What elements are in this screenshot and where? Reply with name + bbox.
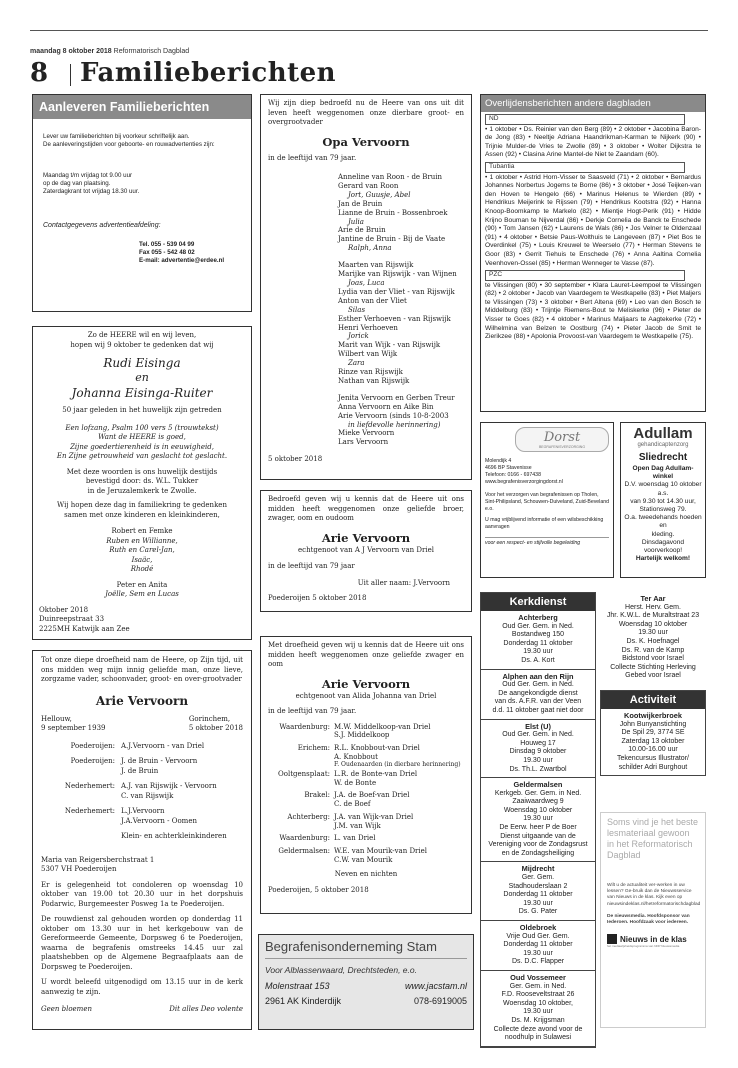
kerkdienst-line: Ger. Gem.	[521, 874, 555, 882]
opa-family-line: Lydia van der Vliet - van Rijswijk	[338, 287, 455, 296]
kerkdienst-line: Collecte deze avond voor de	[493, 1025, 583, 1033]
opa-family-line: Jan de Bruin	[338, 199, 383, 208]
kerkdienst-line: Ds. Th.L. Zwartbol	[509, 765, 567, 773]
arie3-sub: echtgenoot van Alida Johanna van Driel	[295, 691, 437, 700]
opa-family-list	[338, 173, 464, 447]
kerkdienst-item	[481, 971, 595, 1047]
eisinga-quote1: Een lofzang, Psalm 100 vers 5 (trouwtekst)	[65, 423, 219, 432]
adullam-ad	[620, 422, 706, 578]
page-title: Familieberichten	[80, 58, 337, 88]
kerkdienst-line: en de Zondagsheiliging	[501, 849, 575, 857]
activiteit-line: 10.00-16.00 uur	[628, 746, 678, 754]
dorst-desc2: U mag vrijblijvend informatie of een wilsbeschikking aanvragen	[485, 517, 604, 530]
arie3-family-row	[268, 791, 464, 800]
kerkdienst-column	[480, 592, 596, 1048]
arie2-sign: Uit aller naam: J.Vervoorn	[357, 578, 450, 587]
arie3-place: Waardenburg:	[279, 722, 330, 731]
kerkdienst-line: Dienst uitgaande van de	[500, 832, 576, 840]
arie3-intro: Met droefheid geven wij u kennis dat de Heere uit ons midden heeft weggenomen onze geliefde zwager en oom	[268, 641, 464, 668]
arie3-place	[268, 800, 334, 809]
kerkdienst-line: Vrije Oud Ger. Gem.	[506, 932, 570, 940]
opa-family-line: Esther Verhoeven - van Rijswijk	[338, 314, 451, 323]
promo-small: Wilt u de actualiteit ver-werken in uw lessen? Ge-bruik dan de Nieuwsservice van Nieuws in de klas. Kijk even op nieuwsindeklas.nl/hetreformatorischdagblad	[607, 883, 701, 907]
eisinga-kids5: Rhodé	[130, 565, 154, 573]
eisinga-quote2: Want de HEERE is goed,	[98, 433, 186, 441]
kerkdienst-place: Achterberg	[518, 613, 558, 622]
arie3-family-row	[268, 723, 464, 732]
eisinga-announcement	[32, 326, 252, 640]
kerkdienst-line: De aangekondigde dienst	[498, 689, 578, 697]
teraar-line: Ds. K. Hoefnagel	[626, 637, 680, 645]
arie-main-died-date: 5 oktober 2018	[188, 724, 243, 732]
arie-main-family3-place: Nederhemert:	[64, 782, 115, 790]
adullam-line8: Hartelijk welkom!	[635, 555, 691, 563]
overlijden-pzc-label: PZC	[485, 270, 685, 281]
kerkdienst-place: Geldermalsen	[513, 780, 563, 790]
arie3-person: A. Knobbout	[334, 752, 378, 761]
opa-family-line: Nathan van Rijswijk	[338, 376, 410, 385]
arie3-person: C.W. van Mourik	[334, 855, 393, 864]
arie3-place	[268, 761, 334, 770]
kerkdienst-line: noodhulp in Sulawesi	[504, 1034, 572, 1042]
arie-main-para2: De rouwdienst zal gehouden worden op donderdag 11 oktober om 13.30 uur in het kerkgebouw van de Gereformeerde Gemeente, Dorpsweg 6 te Poederoijen, waarna de begrafenis omstreeks 14.45 uur zal plaatshebben op de Algemene Begraafplaats aan de Dorpsweg te Poederoijen.	[41, 915, 243, 971]
kerkdienst-line: Bostandweg 150	[511, 631, 565, 639]
arie3-person: M.W. Middelkoop-van Driel	[334, 722, 431, 731]
arie-main-announcement	[32, 650, 252, 1030]
arie-main-foot-left: Geen bloemen	[41, 1005, 92, 1013]
kerkdienst-line: Zaaiwaardweg 9	[512, 798, 564, 806]
arie-main-intro: Tot onze diepe droefheid nam de Heere, op Zijn tijd, uit ons midden weg mijn innig geliefde man, onze lieve, zorgzame vader, schoonvader, groot- en over-grootvader	[41, 656, 243, 683]
opa-family-line: Wilbert van Wijk	[338, 350, 398, 359]
activiteit-line: Tekencursus Illustrator/	[617, 754, 689, 762]
arie2-intro: Bedroefd geven wij u kennis dat de Heere uit ons midden heeft weggenomen onze geliefde broer, zwager, oom en oudoom	[268, 495, 464, 522]
eisinga-text2: bevestigd door: ds. W.L. Tukker	[85, 477, 199, 485]
activiteit-line: John Bunyanstichting	[619, 720, 687, 728]
arie3-place: Erichem:	[297, 743, 330, 752]
eisinga-kids4: Isaäc,	[131, 555, 153, 564]
kerkdienst-line: Ds. M. Krijgsman	[511, 1016, 565, 1024]
eisinga-name2: Johanna Eisinga-Ruiter	[71, 386, 213, 400]
opa-family-line: Jenita Vervoorn en Gerben Treur	[338, 393, 455, 402]
promo-text: Soms vind je het beste lesmateriaal gewoon in het Reformatorisch Dagblad	[607, 817, 699, 860]
arie3-family-row	[268, 744, 464, 753]
overlijden-box	[480, 94, 706, 412]
adullam-line5: O.a. tweedehands hoeden en	[624, 514, 702, 530]
arie3-place: Geldermalsen:	[278, 846, 330, 855]
overlijden-title: Overlijdensberichten andere dagbladen	[481, 95, 705, 112]
eisinga-kids1: Robert en Femke	[111, 527, 173, 535]
eisinga-addr2: Duinreepstraat 33	[39, 615, 105, 623]
teraar-line: Ds. R. van de Kamp	[621, 646, 685, 654]
arie3-place: Ooltgensplaat:	[278, 770, 330, 779]
kerkdienst-line: Dinsdag 9 oktober	[509, 748, 567, 756]
kerkdienst-line: Donderdag 11 oktober	[503, 891, 573, 899]
dateline	[30, 48, 189, 55]
aanleveren-intro1: Lever uw familieberichten bij voorkeur schriftelijk aan.	[43, 133, 190, 140]
arie-main-name: Arie Vervoorn	[95, 693, 189, 708]
opa-family-line: Silas	[348, 305, 366, 314]
kerkdienst-line: F.D. Rooseveltstraat 26	[501, 991, 575, 999]
overlijden-pzc-text: te Vlissingen (80) • 30 september • Klara Lauret-Leempoel te Vlissingen (82) • 2 oktober • Jacob van Vaardegem te Westkapelle (83) • Piet Maljers te Vlissingen (73) • 3 oktober • Bert Altena (69) • Leo van den Bosch te Middelburg (83) • Trijntje Riemens-Bout te Meliskerke (96) • Pieter de Visser te Goes (82) • 4 oktober • Marinus Maljaars te Aagtekerke (72) • Wilhelmina van Belzen te Oostburg (74) • Pieter Jacob de Smit te Zierikzee (88) • Apolonia Provoost-van Vaardegem te Westkapelle (75).	[485, 281, 701, 341]
kerkdienst-place: Alphen aan den Rijn	[502, 671, 574, 681]
arie2-sub: echtgenoot van A J Vervoorn van Driel	[298, 545, 434, 554]
kerkdienst-line: Donderdag 11 oktober	[503, 639, 573, 647]
opa-family-line: Marijke van Rijswijk - van Wijnen	[338, 270, 457, 279]
eisinga-quote4: En Zijne getrouwheid van geslacht tot geslacht.	[56, 452, 228, 460]
arie3-place	[268, 779, 334, 788]
kerkdienst-line: Ds. A. Kort	[521, 656, 555, 664]
teraar-line: Bidstond voor Israel	[622, 655, 684, 663]
opa-family-line: Anneline van Roon - de Bruin	[338, 173, 443, 181]
stam-city: 2961 AK Kinderdijk	[265, 996, 342, 1006]
kerkdienst-line: Oud Ger. Gem. in Ned.	[502, 622, 574, 630]
aanleveren-title: Aanleveren Familieberichten	[33, 95, 251, 119]
kerkdienst-place: Mijdrecht	[521, 864, 555, 874]
teraar-line: Gebed voor Israel	[625, 672, 681, 680]
opa-family-line: Joas, Luca	[348, 278, 385, 287]
aanleveren-fax: Fax 055 - 542 48 02	[139, 249, 195, 257]
arie-main-addr1: Maria van Reigersberchstraat 1	[41, 855, 155, 864]
arie3-family-row	[268, 822, 464, 831]
overlijden-tubantia-text: • 1 oktober • Astrid Horn-Visser te Saasveld (71) • 2 oktober • Bernardus Johannes Norbertus Jogems te Borne (86) • 3 oktober • José Teijken-van den Hoven te Hengelo (66) • Marinus Helenus te Wierden (89) • Hendrikus Meijerink te Rijssen (79) • Hendrikus Kootstra (92) • Hanna Knoop-Boomkamp te Markelo (82) • Mientje Hogt-Perik (91) • Hidde Krijno Bouman te Nijverdal (86) • Derkje Cornelia de Banck te Enschede (90) • Tom Jansen (62) • Laurens de Wals (86) • Jos Velner te Oldenzaal (91) • 4 oktober • Betsie Paus-Wolthuis te Langeveen (87) • Piet Bos te Overdinkel (75) • Louis Kreuwel te Weerselo (77) • Herman Stevens te Goor (83) • Gerrit Tiehuis te Enschede (76) • Anna Aaltina Cornelia Veenhoven-Ossel (85) • Herman Wenneger te Vasse (87).	[485, 173, 701, 267]
aanleveren-box	[32, 94, 252, 312]
kerkdienst-line: Kerkgeb. Ger. Gem. in Ned.	[494, 789, 582, 797]
opa-family-line: Jantine de Bruin - Bij de Vaate	[338, 235, 446, 244]
kerkdienst-item	[481, 778, 595, 862]
adullam-sub: gehandicaptenzorg	[637, 442, 689, 448]
arie3-family-row	[268, 770, 464, 779]
stam-ad	[258, 934, 474, 1030]
teraar-line: Collecte Stichting Herleving	[610, 663, 696, 671]
dateline-paper: Reformatorisch Dagblad	[113, 48, 190, 55]
kerkdienst-line: Woensdag 10 oktober,	[503, 999, 573, 1007]
kerkdienst-line: Houweg 17	[520, 739, 556, 747]
promo-logo-sub: het mediawijsheidsprogramma van NDP Nieuwsmedia	[607, 944, 680, 949]
eisinga-line2: hopen wij 9 oktober te gedenken dat wij	[70, 340, 214, 349]
kerkdienst-place: Oldebroek	[519, 923, 557, 932]
eisinga-text3: in de Jeruzalemkerk te Zwolle.	[87, 486, 197, 495]
page-number: 8	[30, 58, 49, 88]
arie2-announcement	[260, 490, 472, 612]
adullam-line3: van 9.30 tot 14.30 uur,	[630, 497, 696, 505]
adullam-line1: Open Dag Adullam-winkel	[632, 465, 694, 481]
promo-logo: Nieuws in de klas	[620, 934, 687, 944]
opa-family-line: Arie Vervoorn (sinds 10-8-2003	[338, 411, 449, 420]
kerkdienst-item	[481, 611, 595, 670]
kerkdienst-place: Oud Vossemeer	[510, 972, 566, 982]
arie3-place	[268, 856, 334, 865]
top-rule	[30, 30, 708, 31]
eisinga-line1: Zo de HEERE wil en wij leven,	[87, 331, 197, 339]
arie3-person: L.R. de Bonte-van Driel	[334, 770, 418, 779]
arie3-family-row	[268, 847, 464, 856]
eisinga-kids2: Ruben en Willianne,	[106, 536, 178, 545]
kerkdienst-place: Elst (U)	[525, 721, 551, 731]
stam-title: Begrafenisonderneming Stam	[265, 939, 467, 959]
dorst-web[interactable]: www.begrafenisverzorgingdorst.nl	[485, 479, 563, 485]
eisinga-text4: Wij hopen deze dag in familiekring te gedenken	[57, 501, 227, 509]
aanleveren-time1: Maandag t/m vrijdag tot 9.00 uur	[43, 171, 133, 179]
dorst-ad	[480, 422, 614, 578]
arie3-place	[268, 731, 334, 740]
arie3-family-row	[268, 813, 464, 822]
opa-family-line: Rinze van Rijswijk	[338, 368, 403, 377]
teraar-line: Woensdag 10 oktober	[618, 620, 688, 628]
opa-family-line: Anton van der Vliet	[338, 296, 407, 305]
overlijden-nd-text: • 1 oktober • Ds. Reinier van den Berg (89) • 2 oktober • Jacobina Baron-de Jong (83) • Neeltje Adriana Haandrikman-Karman te Nijkerk (90) • Trijnie Mulder-de Vries te Zwolle (89) • 3 oktober • Wolter Dijkstra te Assen (92) • Clasina Arine Mantel-de Niet te Zaandam (60).	[485, 125, 701, 159]
arie3-person: W.E. van Mourik-van Driel	[334, 846, 428, 855]
arie3-person: S.J. Middelkoop	[334, 731, 390, 740]
arie3-family-row	[268, 761, 464, 770]
arie3-place: Waardenburg:	[279, 834, 330, 843]
arie-main-family4-a: L.J.Vervoorn	[121, 807, 165, 815]
arie-main-family2-place: Poederoijen:	[70, 757, 115, 765]
opa-family-line: Zara	[348, 359, 365, 368]
kerkdienst-line: Ds. G. Pater	[518, 908, 558, 916]
dorst-addr3: Telefoon: 0166 - 697438	[485, 472, 541, 478]
kerkdienst-line: Woensdag 10 oktober	[503, 806, 573, 814]
stam-phone: 078-6919005	[413, 996, 467, 1006]
arie3-name: Arie Vervoorn	[321, 676, 411, 691]
opa-family-line: Henri Verhoeven	[338, 323, 398, 332]
kerkdienst-line: 19.30 uur	[523, 756, 553, 764]
opa-family-line: Mieke Vervoorn	[338, 429, 395, 438]
arie-main-foot-right: Dit alles Deo volente	[169, 1005, 243, 1013]
arie3-family-row	[268, 800, 464, 809]
arie-main-family1-place: Poederoijen:	[70, 741, 115, 750]
arie3-place: Achterberg:	[287, 812, 330, 821]
arie-main-family1-a: A.J.Vervoorn - van Driel	[121, 741, 205, 750]
arie3-place: Brakel:	[304, 791, 330, 800]
activiteit-line: De Spil 29, 3774 SE	[621, 729, 685, 737]
activiteit-line: schilder Adri Burghout	[618, 763, 688, 771]
activiteit-title: Activiteit	[601, 691, 705, 709]
teraar-block	[600, 592, 706, 684]
arie-main-born-place: Hellouw,	[41, 714, 72, 723]
stam-web[interactable]: www.jacstam.nl	[404, 981, 467, 991]
dorst-slogan: voor een respect- en stijlvolle begeleiding	[485, 537, 609, 547]
arie3-neven: Neven en nichten	[334, 870, 398, 879]
opa-family-line: Ralph, Anna	[348, 244, 392, 253]
arie-main-para3: U wordt beleefd uitgenodigd om 13.15 uur in de kerk aanwezig te zijn.	[41, 978, 243, 996]
aanleveren-intro2: De aanleveringstijden voor geboorte- en rouwadvertenties zijn:	[43, 141, 215, 149]
opa-family-line: Lianne de Bruin - Bossenbroek	[338, 208, 448, 217]
kerkdienst-item	[481, 720, 595, 779]
arie3-person: J.M. van Wijk	[334, 821, 381, 830]
adullam-line2: D.V. woensdag 10 oktober a.s.	[624, 481, 702, 497]
arie2-name: Arie Vervoorn	[321, 530, 411, 545]
kerkdienst-line: 19.30 uur	[523, 815, 553, 823]
arie3-family-row	[268, 834, 464, 843]
arie-main-family4-b: J.A.Vervoorn - Oomen	[121, 816, 197, 825]
kerkdienst-item	[481, 921, 595, 971]
eisinga-text5: samen met onze kinderen en kleinkinderen,	[64, 510, 220, 519]
title-divider	[70, 64, 71, 86]
eisinga-kids6: Peter en Anita	[116, 580, 168, 589]
arie3-family-row	[268, 753, 464, 762]
dateline-date: maandag 8 oktober 2018	[30, 48, 112, 55]
activiteit-name: Kootwijkerbroek	[624, 711, 682, 720]
arie3-person: R.L. Knobbout-van Driel	[334, 743, 420, 752]
arie3-person: C. de Boef	[334, 800, 371, 809]
opa-family-line: Arie de Bruin	[338, 226, 386, 235]
kerkdienst-item	[481, 670, 595, 720]
arie3-family-row	[268, 731, 464, 740]
eisinga-quote3: Zijne goedertierenheid is in eeuwigheid,	[70, 442, 214, 451]
arie-main-family4-place: Nederhemert:	[64, 807, 115, 815]
arie3-announcement	[260, 636, 472, 914]
opa-family-line: Anna Vervoorn en Aike Bin	[338, 402, 434, 411]
overlijden-nd-label: ND	[485, 114, 685, 125]
kerkdienst-item	[481, 862, 595, 921]
opa-age: in de leeftijd van 79 jaar.	[268, 153, 357, 162]
opa-family-line: in liefdevolle herinnering)	[348, 420, 441, 429]
eisinga-years: 50 jaar geleden in het huwelijk zijn getreden	[62, 406, 222, 414]
stam-street: Molenstraat 153	[265, 981, 330, 991]
aanleveren-time2: op de dag van plaatsing.	[43, 179, 111, 187]
arie3-person: J.A. van Wijk-van Driel	[334, 812, 414, 821]
arie-main-para1: Er is gelegenheid tot condoleren op woensdag 10 oktober van 19.00 tot 20.30 uur in het dorpshuis Podarwic, Burgemeester Posweg 1a te Poederoijen.	[41, 880, 243, 908]
eisinga-addr1: Oktober 2018	[39, 605, 89, 614]
promo-bold: De nieuwsmedia. Hoofdsponsor van Iederoen. Hoofdzaak voor iedereen.	[607, 913, 690, 926]
arie3-person: J.A. de Boef-van Driel	[334, 791, 410, 800]
aanleveren-contact-label: Contactgegevens advertentieafdeling:	[43, 222, 161, 230]
kerkdienst-line: Oud Ger. Gem. in Ned.	[502, 681, 574, 689]
teraar-line: 19.30 uur	[638, 629, 668, 637]
kerkdienst-line: 19.30 uur	[523, 648, 553, 656]
aanleveren-tel: Tel. 055 - 539 04 99	[139, 240, 195, 248]
kerkdienst-line: Vereniging voor de Zondagsrust	[488, 841, 588, 849]
arie-main-family2-a: J. de Bruin - Vervoorn	[121, 757, 198, 765]
kerkdienst-line: 19.30 uur	[523, 899, 553, 907]
opa-family-line: Maarten van Rijswijk	[338, 261, 414, 270]
arie3-date: Poederoijen, 5 oktober 2018	[268, 885, 369, 894]
adullam-line4: Stationsweg 79.	[639, 506, 687, 514]
eisinga-kids7: Joëlle, Sem en Lucas	[105, 590, 179, 598]
activiteit-block	[600, 690, 706, 776]
activiteit-line: Zaterdag 13 oktober	[621, 737, 685, 745]
teraar-line: Herst. Herv. Gem.	[625, 603, 681, 611]
adullam-logo: Adullam	[633, 425, 693, 442]
stam-line: Voor Alblasserwaard, Drechtsteden, e.o.	[265, 965, 417, 975]
arie3-place	[268, 753, 334, 762]
kerkdienst-line: 19.30 uur	[523, 1008, 553, 1016]
kerkdienst-title: Kerkdienst	[481, 593, 595, 611]
dorst-addr1: Molendijk 4	[485, 458, 512, 464]
arie3-family-list	[268, 723, 464, 865]
opa-family-line	[338, 386, 464, 394]
kerkdienst-line: d.d. 11 oktober gaat niet door	[492, 706, 584, 714]
arie-main-family3-a: A.J. van Rijswijk - Vervoorn	[121, 782, 217, 790]
opa-announcement	[260, 94, 472, 480]
dorst-desc1: Voor het verzorgen van begrafenissen op Tholen, Sint-Philipsland, Schouwen-Duiveland, Zuid-Beveland e.o.	[485, 492, 609, 512]
aanleveren-time3: Zaterdagkrant tot vrijdag 18.30 uur.	[43, 188, 140, 196]
arie-main-family2-b: J. de Bruin	[121, 766, 159, 775]
arie3-person: L. van Driel	[334, 834, 376, 843]
arie-main-born-date: 9 september 1939	[41, 724, 106, 732]
arie3-age: in de leeftijd van 79 jaar.	[268, 707, 357, 715]
kerkdienst-line: De Eerw. heer P de Boer	[499, 824, 577, 832]
opa-family-line: Marit van Wijk - van Rijswijk	[338, 341, 441, 350]
eisinga-kids3: Ruth en Carel-Jan,	[109, 546, 175, 554]
arie-main-addr2: 5307 VH Poederoijen	[41, 865, 117, 873]
dorst-logo: Dorst	[543, 430, 581, 445]
opa-intro: Wij zijn diep bedroefd nu de Heere van ons uit dit leven heeft weggenomen onze dierbare groot- en overgrootvader	[268, 99, 464, 126]
arie-main-family3-b: C. van Rijswijk	[121, 791, 174, 800]
opa-name: Opa Vervoorn	[322, 134, 410, 149]
eisinga-addr3: 2225MH Katwijk aan Zee	[39, 624, 130, 633]
kerkdienst-line: Oud Ger. Gem. in Ned.	[502, 731, 574, 739]
arie3-place	[268, 822, 334, 831]
arie3-person: F. Oudenaarden (in dierbare herinnering)	[334, 761, 461, 769]
arie3-person: W. de Bonte	[334, 778, 377, 787]
opa-family-line: Lars Vervoorn	[338, 438, 389, 447]
eisinga-text1: Met deze woorden is ons huwelijk destijds	[66, 467, 218, 476]
kerkdienst-line: Stadhouderslaan 2	[508, 882, 568, 890]
opa-family-line	[338, 253, 464, 261]
eisinga-en: en	[135, 371, 149, 384]
opa-family-line: Jort, Guusje, Abel	[348, 190, 411, 199]
nieuws-logo-icon	[607, 934, 617, 944]
arie2-date: Poederoijen 5 oktober 2018	[268, 594, 367, 602]
arie2-age: in de leeftijd van 79 jaar	[268, 562, 355, 570]
adullam-title: Sliedrecht	[638, 452, 688, 463]
opa-family-line: Julia	[348, 217, 364, 226]
kerkdienst-line: Donderdag 11 oktober	[503, 941, 573, 949]
teraar-line: Jhr. K.W.L. de Muraltstraat 23	[606, 612, 700, 620]
adullam-line7: Dinsdagavond voorverkoop!	[641, 538, 685, 555]
opa-family-line: Jorick	[348, 332, 369, 341]
kerkdienst-line: Ds. D.C. Flapper	[511, 958, 565, 966]
teraar-name: Ter Aar	[640, 594, 666, 603]
kerkdienst-line: van ds. A.F.R. van der Veen	[494, 698, 582, 706]
opa-date: 5 oktober 2018	[268, 455, 323, 464]
adullam-line6: kleding.	[651, 530, 675, 538]
dorst-addr2: 4696 BP Stavenisse	[485, 465, 532, 471]
overlijden-tubantia-label: Tubantia	[485, 162, 685, 173]
arie3-family-row	[268, 856, 464, 865]
arie-main-died-place: Gorinchem,	[188, 714, 231, 723]
opa-family-line: Gerard van Roon	[338, 181, 399, 190]
kerkdienst-line: Ger. Gem. in Ned.	[509, 982, 567, 990]
arie3-family-row	[268, 779, 464, 788]
aanleveren-email[interactable]: E-mail: advertentie@erdee.nl	[139, 257, 225, 265]
eisinga-name1: Rudi Eisinga	[103, 356, 181, 370]
nieuws-promo	[600, 812, 706, 1028]
dorst-logo-sub: BEGRAFENISVERZORGING	[538, 445, 586, 449]
arie-main-kids: Klein- en achterkleinkinderen	[121, 832, 227, 840]
kerkdienst-line: 19.30 uur	[523, 949, 553, 957]
